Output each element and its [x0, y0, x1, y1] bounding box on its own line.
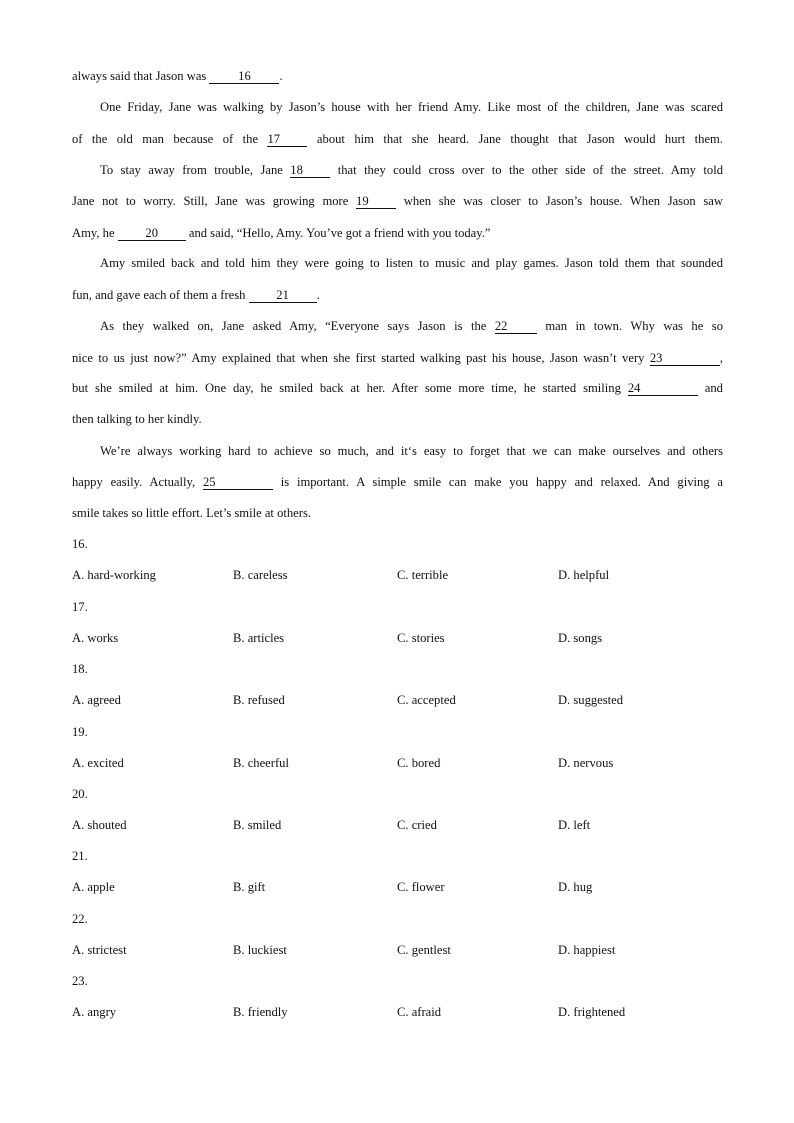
option-a[interactable]: A. excited — [72, 756, 124, 770]
question-number: 18. — [72, 662, 88, 676]
passage-line-2 — [72, 99, 723, 115]
passage-line-13 — [72, 443, 723, 459]
question-number: 22. — [72, 912, 88, 926]
text: , — [719, 351, 723, 365]
option-c[interactable]: C. flower — [397, 880, 445, 894]
blank-25: 25 — [203, 476, 273, 490]
option-d[interactable]: D. suggested — [558, 693, 624, 707]
option-a[interactable]: A. agreed — [72, 693, 121, 707]
text: then talking to her kindly. — [72, 412, 202, 426]
text: To stay away from trouble, Jane — [100, 163, 291, 177]
option-b[interactable]: B. articles — [233, 631, 285, 645]
text: and said, “Hello, Amy. You’ve got a friend with you today.” — [185, 226, 491, 240]
text: happy easily. Actually, — [72, 475, 203, 489]
option-c[interactable]: C. bored — [397, 756, 441, 770]
passage-line-14 — [72, 474, 723, 490]
option-c[interactable]: C. afraid — [397, 1005, 442, 1019]
option-d[interactable]: D. nervous — [558, 756, 614, 770]
option-b[interactable]: B. luckiest — [233, 943, 287, 957]
blank-21: 21 — [249, 289, 317, 303]
passage-line-10 — [72, 350, 723, 366]
option-c[interactable]: C. accepted — [397, 693, 456, 707]
text: but she smiled at him. One day, he smiled back at her. After some more time, he started smiling — [72, 381, 628, 395]
option-d[interactable]: D. songs — [558, 631, 603, 645]
text: of the old man because of the — [72, 132, 268, 146]
option-d[interactable]: D. helpful — [558, 568, 610, 582]
question-number: 20. — [72, 787, 88, 801]
option-b[interactable]: B. careless — [233, 568, 288, 582]
option-c[interactable]: C. gentlest — [397, 943, 451, 957]
blank-20: 20 — [118, 227, 186, 241]
text: fun, and gave each of them a fresh — [72, 288, 249, 302]
text: always said that Jason was — [72, 69, 210, 83]
option-b[interactable]: B. smiled — [233, 818, 282, 832]
passage-line-11 — [72, 380, 723, 396]
question-number: 21. — [72, 849, 88, 863]
passage-line-6 — [72, 225, 723, 241]
passage-line-3 — [72, 131, 723, 147]
question-number: 16. — [72, 537, 88, 551]
passage-line-12 — [72, 411, 723, 427]
text: . — [316, 288, 320, 302]
blank-23: 23 — [650, 352, 720, 366]
option-b[interactable]: B. refused — [233, 693, 285, 707]
option-d[interactable]: D. hug — [558, 880, 593, 894]
passage-line-1 — [72, 68, 723, 84]
text: nice to us just now?” Amy explained that when she first started walking past his house, Jason wasn’t very — [72, 351, 650, 365]
option-a[interactable]: A. angry — [72, 1005, 117, 1019]
question-number: 17. — [72, 600, 88, 614]
blank-17: 17 — [267, 133, 307, 147]
text: that they could cross over to the other side of the street. Amy told — [330, 163, 723, 177]
question-number: 19. — [72, 725, 88, 739]
passage-line-9 — [72, 318, 723, 334]
text: . — [279, 69, 283, 83]
option-d[interactable]: D. frightened — [558, 1005, 626, 1019]
option-a[interactable]: A. strictest — [72, 943, 127, 957]
blank-24: 24 — [628, 382, 698, 396]
option-b[interactable]: B. friendly — [233, 1005, 288, 1019]
passage-line-4 — [72, 162, 723, 178]
text: is important. A simple smile can make you happy and relaxed. And giving a — [272, 475, 723, 489]
passage-line-5 — [72, 193, 723, 209]
text: smile takes so little effort. Let’s smile at others. — [72, 506, 311, 520]
blank-16: 16 — [209, 70, 279, 84]
option-c[interactable]: C. stories — [397, 631, 445, 645]
option-b[interactable]: B. gift — [233, 880, 266, 894]
option-c[interactable]: C. cried — [397, 818, 437, 832]
option-d[interactable]: D. happiest — [558, 943, 616, 957]
blank-18: 18 — [290, 164, 330, 178]
text: Amy smiled back and told him they were going to listen to music and play games. Jason told them that sounded — [100, 256, 723, 270]
text: when she was closer to Jason’s house. When Jason saw — [396, 194, 723, 208]
option-a[interactable]: A. apple — [72, 880, 115, 894]
option-a[interactable]: A. hard-working — [72, 568, 156, 582]
text: man in town. Why was he so — [536, 319, 724, 333]
option-b[interactable]: B. cheerful — [233, 756, 289, 770]
text: As they walked on, Jane asked Amy, “Everyone says Jason is the — [100, 319, 495, 333]
text: Amy, he — [72, 226, 118, 240]
text: Jane not to worry. Still, Jane was growing more — [72, 194, 357, 208]
option-a[interactable]: A. works — [72, 631, 119, 645]
blank-22: 22 — [495, 320, 537, 334]
question-number: 23. — [72, 974, 88, 988]
passage-line-8 — [72, 287, 723, 303]
text: One Friday, Jane was walking by Jason’s house with her friend Amy. Like most of the children, Jane was scared — [100, 100, 723, 114]
text: We’re always working hard to achieve so much, and it‘s easy to forget that we can make ourselves and others — [100, 444, 723, 458]
text: about him that she heard. Jane thought that Jason would hurt them. — [307, 132, 723, 146]
option-a[interactable]: A. shouted — [72, 818, 127, 832]
passage-line-7 — [72, 255, 723, 271]
blank-19: 19 — [356, 195, 396, 209]
text: and — [697, 381, 723, 395]
option-c[interactable]: C. terrible — [397, 568, 449, 582]
passage-line-15 — [72, 505, 723, 521]
option-d[interactable]: D. left — [558, 818, 591, 832]
